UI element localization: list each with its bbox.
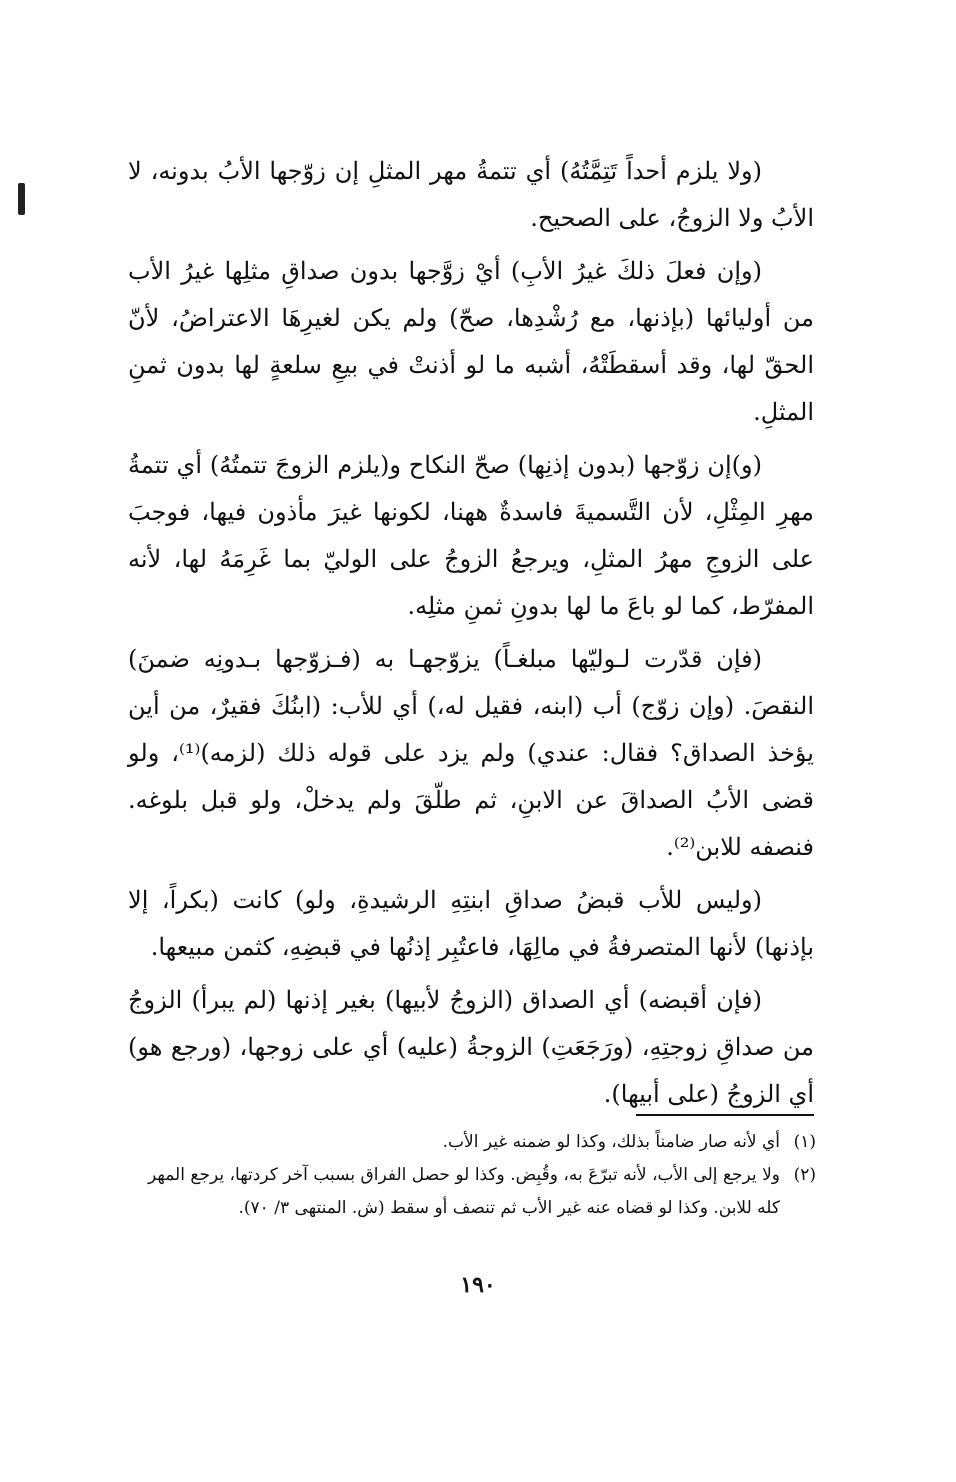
footnote xyxy=(148,1126,816,1159)
paragraph: (ولا يلزم أحداً تَتِمَّتُهُ) أي تتمةُ مهر المثلِ إن زوّجها الأبُ بدونه، لا الأبُ ولا الزوجُ، على الصحيح. xyxy=(128,157,814,232)
margin-ink-mark xyxy=(18,183,25,215)
paragraph: (فإن أقبضه) أي الصداق (الزوجُ لأبيها) بغير إذنها (لم يبرأ) الزوجُ من صداقِ زوجتِهِ، (ورَجَعَتِ) الزوجةُ (عليه) أي على زوجها، (ورجع هو) أي الزوجُ (على أبيها). xyxy=(128,986,814,1108)
paragraph: (وإن فعلَ ذلكَ غيرُ الأبِ) أيْ زوَّجها بدون صداقِ مثلِها غيرُ الأب من أوليائها (بإذنها، مع رُشْدِها، صحّ) ولم يكن لغيرِهَا الاعتراضُ، لأنّ الحقّ لها، وقد أسقطَتْهُ، أشبه ما لو أذنتْ في بيعِ سلعةٍ لها بدون ثمنِ المثلِ. xyxy=(128,257,814,426)
paragraph: (فإن قدّرت لـوليّها مبلغـاً) يزوّجهـا به (فـزوّجها بـدونِه ضمنَ) النقصَ. (وإن زوّج) أب (ابنه، فقيل له،) أي للأب: (ابنُكَ فقيرٌ، من أين يؤخذ الصداق؟ فقال: عندي) ولم يزد على قوله ذلك (لزمه)⁽¹⁾، ولو قضى الأبُ الصداقَ عن الابنِ، ثم طلّقَ ولم يدخلْ، ولو قبل بلوغه. فنصفه للابن⁽²⁾. xyxy=(128,645,814,861)
page-number: ١٩٠ xyxy=(460,1272,496,1298)
main-text xyxy=(128,148,814,1124)
footnote-number: (١) xyxy=(793,1132,816,1152)
footnote-text: ولا يرجع إلى الأب، لأنه تبرّعَ به، وقُبِض. وكذا لو حصل الفراق بسبب آخر كردتها، يرجع المهر كله للابن. وكذا لو قضاه عنه غير الأب ثم تنصف أو سقط (ش. المنتهى ٣/ ٧٠). xyxy=(148,1165,780,1218)
footnote-separator xyxy=(636,1114,814,1116)
footnote-text: أي لأنه صار ضامناً بذلك، وكذا لو ضمنه غير الأب. xyxy=(442,1132,780,1152)
footnotes xyxy=(148,1126,816,1225)
footnote xyxy=(148,1159,816,1225)
footnote-number: (٢) xyxy=(793,1165,816,1185)
paragraph: (و)إن زوّجها (بدون إذنِها) صحّ النكاح و(يلزم الزوجَ تتمتُهُ) أي تتمةُ مهرِ المِثْلِ، لأن التَّسميةَ فاسدةٌ ههنا، لكونها غيرَ مأذون فيها، فوجبَ على الزوجِ مهرُ المثلِ، ويرجعُ الزوجُ على الوليّ بما غَرِمَهُ لها، لأنه المفرّط، كما لو باعَ ما لها بدونِ ثمنِ مثلِه. xyxy=(128,451,815,620)
paragraph: (وليس للأب قبضُ صداقِ ابنتِهِ الرشيدةِ، ولو) كانت (بكراً، إلا بإذنها) لأنها المتصرفةُ في مالِهَا، فاعتُبِر إذنُها في قبضِهِ، كثمن مبيعها. xyxy=(128,886,814,961)
